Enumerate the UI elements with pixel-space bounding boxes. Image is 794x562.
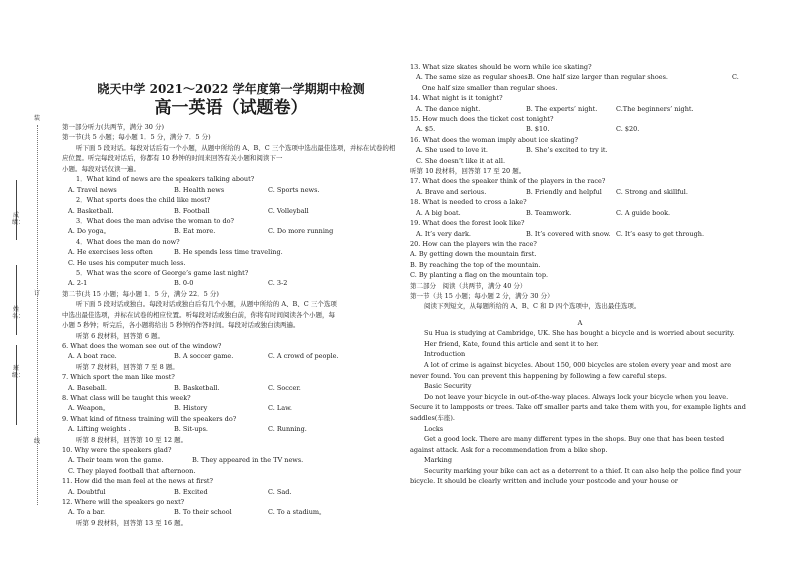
option: C.The beginners’ night. (616, 104, 694, 113)
options-6 (62, 351, 400, 361)
option: C. Running. (268, 425, 307, 434)
name-label: 姓名： (12, 306, 25, 320)
passage-paragraph-6: Security marking your bike can act as a deterrent to a thief. It can also help the police find your bicycle. It should be clearly written and include your postcode and your house or (410, 466, 742, 486)
question-14: 14. What night is it tonight? (410, 94, 503, 103)
section2-directions-3: 小题 5 秒钟；听完后，各小题将给出 5 秒钟的作答时间。每段对话或独白读两遍。 (62, 321, 300, 330)
option-20a: A. By getting down the mountain first. (410, 250, 537, 259)
question-18: 18. What is needed to cross a lake? (410, 198, 527, 207)
question-11: 11. How did the man feel at the news at first? (62, 477, 214, 486)
line-mark: 线 (33, 438, 40, 445)
option: A. 2-1 (68, 279, 88, 288)
option: C. 3-2 (268, 279, 288, 288)
option: C. It’s easy to get through. (616, 229, 705, 238)
question-20: 20. How can the players win the race? (410, 239, 537, 248)
option-20b: B. By reaching the top of the mountain. (410, 260, 541, 269)
option: A. Their team won the game. (68, 456, 164, 465)
option: C. A guide book. (616, 208, 671, 217)
reading-directions: 阅读下列短文，从每题所给的 A、B、C 和 D 四个选项中，选出最佳选项。 (424, 302, 641, 311)
option-10c: C. They played football that afternoon. (68, 466, 196, 475)
option: C. Strong and skillful. (616, 187, 688, 196)
section2-directions-1: 听下面 5 段对话或独白。每段对话或独白后有几个小题，从题中所给的 A、B、C 三个选项 (76, 300, 337, 309)
option: C. (732, 73, 739, 82)
option: A. Lifting weights . (68, 425, 131, 434)
option-16c: C. She doesn’t like it at all. (416, 156, 506, 165)
class-label: 班级： (12, 365, 25, 379)
question-8: 8. What class will be taught this week? (62, 393, 191, 402)
option: A. It’s very dark. (416, 229, 471, 238)
section1-heading: 第一节(共 5 小题；每小题 1．5 分，满分 7．5 分) (62, 133, 211, 142)
part2-heading: 第二部分 阅读（共两节，满分 40 分） (410, 281, 527, 290)
passage-heading-introduction: Introduction (424, 350, 466, 359)
options-3 (62, 226, 400, 236)
question-6: 6. What does the woman see out of the window? (62, 341, 222, 350)
option: B. She’s excited to try it. (526, 146, 608, 155)
passage-heading-marking: Marking (424, 456, 453, 465)
option: A. She used to love it. (416, 146, 488, 155)
option: C. $20. (616, 125, 640, 134)
option: A. Basketball. (68, 206, 114, 215)
option: C. Soccer. (268, 383, 301, 392)
option: A. Travel news (68, 185, 117, 194)
option: B. History (174, 404, 208, 413)
passage-paragraph-2: Her friend, Kate, found this article and sent it to her. (424, 339, 599, 348)
options-12 (62, 507, 400, 517)
seal-mark: 装 (33, 115, 40, 122)
option: C. Sad. (268, 487, 292, 496)
order-mark: 订 (33, 290, 40, 297)
option: A. Doubtful (68, 487, 106, 496)
option-13c: One half size smaller than regular shoes. (422, 83, 558, 92)
option: B. They appeared in the TV news. (192, 456, 304, 465)
question-1: 1．What kind of news are the speakers talking about? (76, 175, 255, 184)
question-4: 4．What does the man do now? (76, 237, 180, 246)
option: B. Football (174, 206, 210, 215)
options-4 (62, 247, 400, 257)
binding-dotted-line (37, 125, 38, 505)
option: C. To a stadium。 (268, 508, 326, 517)
exam-title: 晓天中学 2021～2022 学年度第一学期期中检测 (97, 82, 365, 96)
option: A. A boat race. (68, 352, 117, 361)
option: B. $10. (526, 125, 550, 134)
reading-section1-heading: 第一节（共 15 小题；每小题 2 分，满分 30 分） (410, 291, 554, 300)
options-13 (410, 72, 750, 82)
passage-label: A (577, 318, 583, 327)
option-20c: C. By planting a flag on the mountain top. (410, 271, 549, 280)
option: B. 0-0 (174, 279, 194, 288)
option: A. Do yoga。 (68, 227, 111, 236)
option: B. He spends less time traveling. (174, 248, 283, 257)
section2-heading: 第二节(共 15 小题；每小题 1．5 分，满分 22．5 分) (62, 289, 219, 298)
options-19 (410, 229, 750, 239)
options-2 (62, 206, 400, 216)
listening-note-10: 听第 10 段材料，回答第 17 至 20 题。 (410, 167, 526, 176)
passage-paragraph-3: A lot of crime is against bicycles. About 150, 000 bicycles are stolen every year and most are never found. You can prevent this happening by following a few careful steps. (410, 360, 732, 380)
option: B. Friendly and helpful (526, 187, 602, 196)
question-7: 7. Which sport the man like most? (62, 373, 175, 382)
option: C. Do more running (268, 227, 334, 236)
question-17: 17. What does the speaker think of the players in the race? (410, 177, 606, 186)
option: A. He exercises less often (68, 248, 153, 257)
option: A. A big boat. (416, 208, 461, 217)
question-9: 9. What kind of fitness training will the speakers do? (62, 414, 237, 423)
question-19: 19. What does the forest look like? (410, 219, 525, 228)
option: B. One half size larger than regular shoes. (528, 73, 668, 82)
listening-note-6: 听第 6 段材料，回答第 6 题。 (76, 331, 165, 340)
question-13: 13. What size skates should be worn while ice skating? (410, 63, 592, 71)
options-5 (62, 278, 400, 288)
passage-paragraph-5: Get a good lock. There are many different types in the shops. Buy one that has been tested against attack. Ask for a recommendation from a bike shop. (410, 435, 725, 454)
question-10: 10. Why were the speakers glad? (62, 445, 172, 454)
options-7 (62, 383, 400, 393)
option: C. Law. (268, 404, 292, 413)
question-12: 12. Where will the speakers go next? (62, 498, 185, 506)
option: B. Eat more. (174, 227, 216, 236)
option: C. Volleyball (268, 206, 309, 215)
binding-margin (0, 60, 56, 530)
left-column (62, 56, 400, 528)
part1-heading: 第一部分听力(共两节，满分 30 分) (62, 123, 164, 131)
question-16: 16. What does the woman imply about ice skating? (410, 135, 578, 144)
option: A. The same size as regular shoes. (416, 73, 530, 82)
score-line (16, 180, 17, 240)
options-16 (410, 145, 750, 155)
option: C. A crowd of people. (268, 352, 339, 361)
options-18 (410, 208, 750, 218)
passage-paragraph-4: Do not leave your bicycle in out-of-the-way places. Always lock your bicycle when you leave. Secure it to lampposts or trees. Take off smaller parts and take them with you, for example lights and saddles(车座). (410, 392, 746, 422)
option: B. Excited (174, 487, 208, 496)
question-5: 5．What was the score of George’s game last night? (76, 269, 249, 278)
passage-heading-locks: Locks (424, 424, 444, 433)
option-4c: C. He uses his computer much less. (68, 258, 186, 267)
score-label: 成绩： (12, 212, 25, 226)
option: C. Sports news. (268, 185, 320, 194)
option: B. Basketball. (174, 383, 220, 392)
options-9 (62, 424, 400, 434)
options-17 (410, 187, 750, 197)
listening-note-9: 听第 9 段材料，回答第 13 至 16 题。 (76, 518, 188, 527)
options-10 (62, 455, 400, 465)
option: B. A soccer game. (174, 352, 234, 361)
passage-heading-basic-security: Basic Security (424, 382, 472, 391)
option: B. Teamwork. (526, 208, 572, 217)
passage-paragraph-1: Su Hua is studying at Cambridge, UK. She has bought a bicycle and is worried about security. (424, 329, 735, 338)
right-column (410, 62, 750, 487)
option: A. $5. (416, 125, 436, 134)
option: A. Weapon。 (68, 404, 110, 413)
option: A. Baseball. (68, 383, 107, 392)
listening-note-7: 听第 7 段材料，回答第 7 至 8 题。 (76, 362, 179, 371)
option: B. It’s covered with snow. (526, 229, 611, 238)
options-14 (410, 104, 750, 114)
option: A. Brave and serious. (416, 187, 487, 196)
option: B. Sit-ups. (174, 425, 208, 434)
section1-directions: 听下面 5 段对话。每段对话后有一个小题，从题中所给的 A、B、C 三个选项中选出最佳选项，并标在试卷的相应位置。听完每段对话后，你都有 10 秒钟的时间来回答有关小题和阅读下一 (62, 143, 396, 163)
exam-subtitle: 高一英语（试题卷） (154, 98, 308, 118)
question-3: 3．What does the man advise the woman to do? (76, 217, 235, 226)
option: B. Health news (174, 185, 225, 194)
options-15 (410, 124, 750, 134)
option: B. The experts’ night. (526, 104, 598, 113)
options-1 (62, 185, 400, 195)
option: B. To their school (174, 508, 232, 517)
name-line (16, 265, 17, 335)
option: A. The dance night. (416, 104, 481, 113)
listening-note-8: 听第 8 段材料，回答第 10 至 12 题。 (76, 435, 188, 444)
section1-directions-end: 小题。每段对话仅读一遍。 (62, 165, 140, 173)
options-11 (62, 487, 400, 497)
question-2: 2．What sports does the child like most? (76, 196, 211, 205)
options-8 (62, 403, 400, 413)
option: A. To a bar. (68, 508, 106, 517)
section2-directions-2: 中选出最佳选项，并标在试卷的相应位置。听每段对话或独白前，你将有时间阅读各个小题，每 (62, 310, 335, 319)
class-line (16, 345, 17, 425)
question-15: 15. How much does the ticket cost tonight? (410, 115, 554, 124)
